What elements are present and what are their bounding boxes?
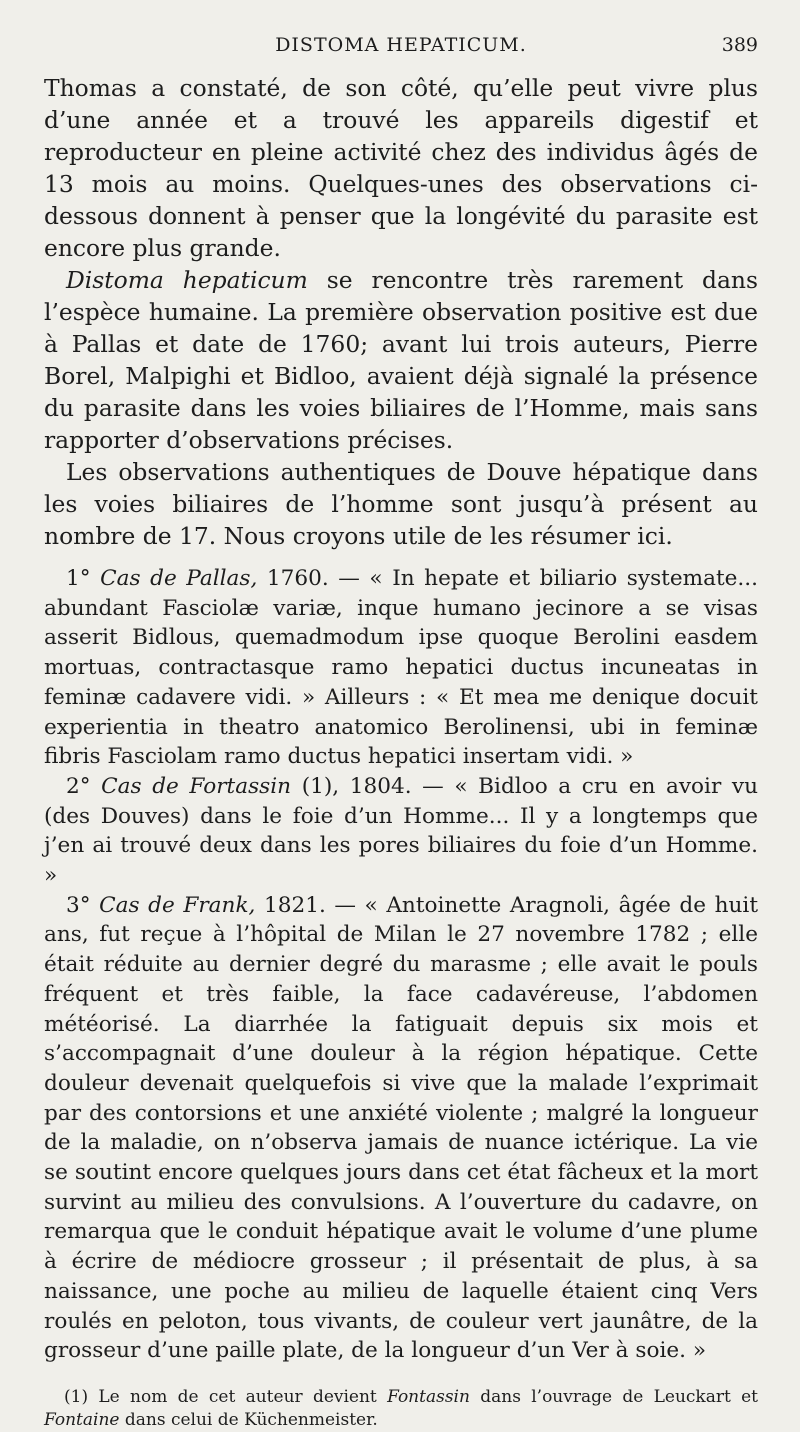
footnote-mid: dans l’ouvrage de Leuckart et [469, 1386, 759, 1407]
case-2-title: Cas de Fortassin [101, 773, 292, 799]
case-1-number: 1° [66, 566, 101, 591]
footnote-name-fontassin: Fontassin [387, 1386, 470, 1407]
case-3 [44, 891, 758, 1366]
page-body [44, 72, 758, 1432]
footnotes [44, 1386, 758, 1432]
case-1-text: 1760. — « In hepate et biliario systemate... abundant Fasciolæ variæ, inque humano jecinore a se visas asserit Bidlous, quemadmodum ipse quoque Berolini easdem mortuas, contractasque ramo hepatici ductus incuneatas in feminæ cadavere vidi. » Ailleurs : « Et mea me denique docuit experientia in theatro anatomico Berolinensi, ubi in feminæ fibris Fasciolam ramo ductus hepatici insertam vidi. » [44, 566, 759, 770]
main-text [44, 72, 758, 552]
running-head [44, 34, 758, 64]
case-2-number: 2° [66, 773, 102, 799]
case-3-number: 3° [66, 892, 100, 918]
running-title: DISTOMA HEPATICUM. [275, 34, 527, 56]
paragraph-2 [44, 264, 758, 456]
paragraph-2-text: se rencontre très rarement dans l’espèce humaine. La première observation positive est due à Pallas et date de 1760; avant lui trois auteurs, Pierre Borel, Malpighi et Bidloo, avaient déjà signalé la présence du parasite dans les voies biliaires de l’Homme, mais sans rapporter d’observations précises. [44, 266, 758, 454]
case-2 [44, 772, 758, 891]
footnote-end: dans celui de Küchenmeister. [119, 1409, 378, 1430]
species-name: Distoma hepaticum [66, 266, 308, 294]
footnote-name-fontaine: Fontaine [44, 1409, 120, 1430]
footnote-marker: (1) Le nom de cet auteur devient [64, 1386, 388, 1407]
case-1 [44, 564, 758, 772]
case-2-text: (1), 1804. — « Bidloo a cru en avoir vu (des Douves) dans le foie d’un Homme... Il y a longtemps que j’en ai trouvé deux dans les pores biliaires du foie d’un Homme. » [44, 773, 758, 889]
case-list [44, 564, 758, 1366]
case-3-text: 1821. — « Antoinette Aragnoli, âgée de huit ans, fut reçue à l’hôpital de Milan le 27 novembre 1782 ; elle était réduite au dernier degré du marasme ; elle avait le pouls fréquent et très faible, la face cadavéreuse, l’abdomen météorisé. La diarrhée la fatiguait depuis six mois et s’accompagnait d’une douleur à la région hépatique. Cette douleur devenait quelquefois si vive que la malade l’exprimait par des contorsions et une anxiété violente ; malgré la longueur de la maladie, on n’observa jamais de nuance ictérique. La vie se soutint encore quelques jours dans cet état fâcheux et la mort survint au milieu des convulsions. A l’ouverture du cadavre, on remarqua que le conduit hépatique avait le volume d’une plume à écrire de médiocre grosseur ; il présentait de plus, à sa naissance, une poche au milieu de laquelle étaient cinq Vers roulés en peloton, tous vivants, de couleur vert jaunâtre, de la grosseur d’une paille plate, de la longueur d’un Ver à soie. » [44, 892, 759, 1364]
footnote-1 [44, 1386, 758, 1432]
page-number: 389 [721, 34, 758, 56]
case-3-title: Cas de Frank, [99, 892, 256, 918]
paragraph-1: Thomas a constaté, de son côté, qu’elle peut vivre plus d’une année et a trouvé les appareils digestif et reproducteur en pleine activité chez des individus âgés de 13 mois au moins. Quelques-unes des observations ci-dessous donnent à penser que la longévité du parasite est encore plus grande. [44, 74, 758, 262]
paragraph-3: Les observations authentiques de Douve hépatique dans les voies biliaires de l’homme sont jusqu’à présent au nombre de 17. Nous croyons utile de les résumer ici. [44, 458, 758, 550]
case-1-title: Cas de Pallas, [100, 566, 258, 591]
